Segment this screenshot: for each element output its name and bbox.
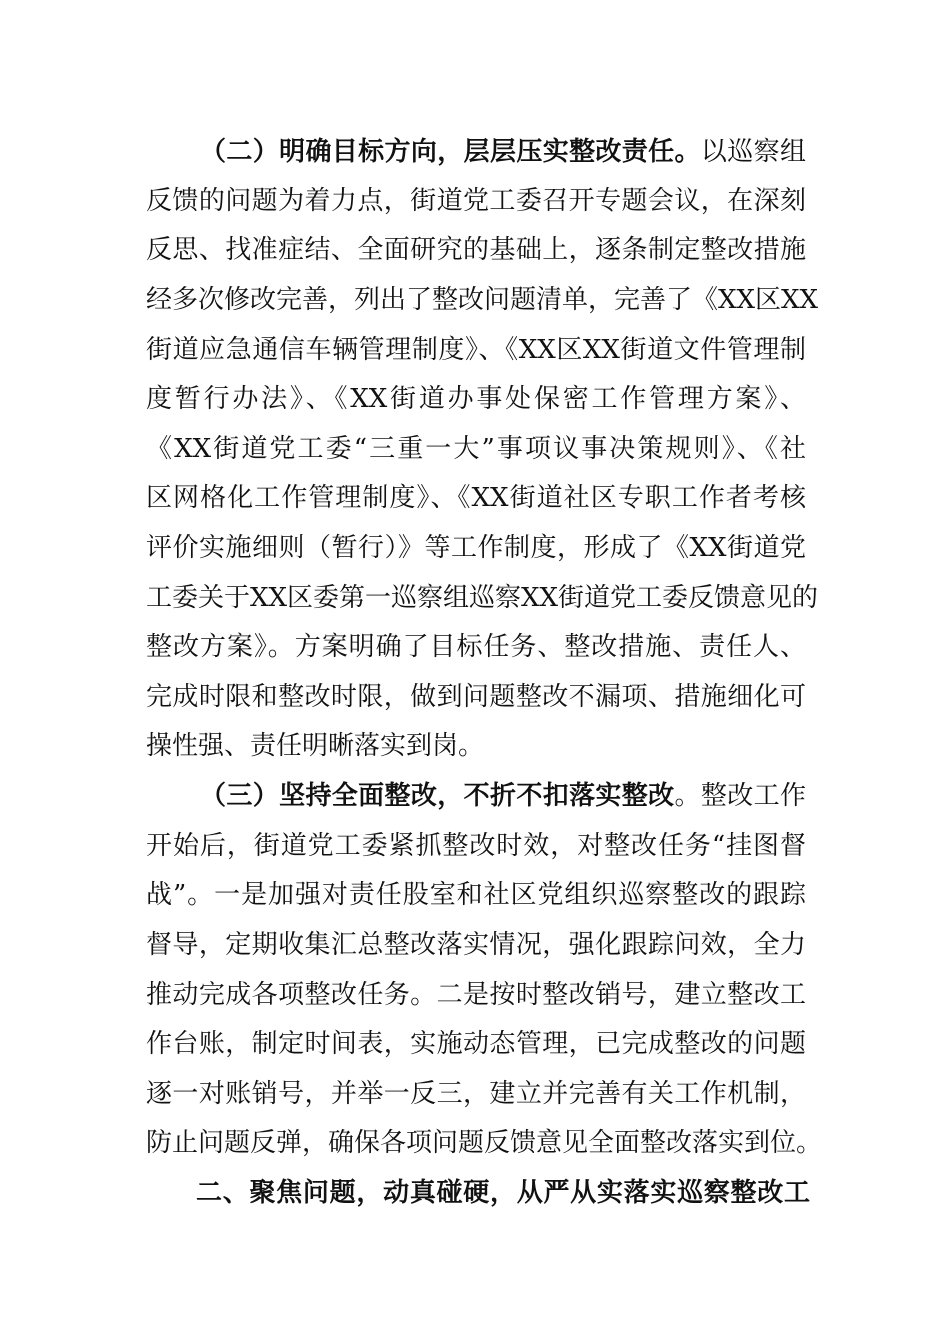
paragraph-3-line-7: 逐一对账销号，并举一反三，建立并完善有关工作机制， — [146, 1079, 806, 1109]
section-2-heading: 二、聚焦问题，动真碰硬，从严从实落实巡察整改工 — [196, 1178, 810, 1208]
paragraph-2-heading: （二）明确目标方向，层层压实整改责任。 — [200, 137, 701, 167]
paragraph-3-line-6: 作台账，制定时间表，实施动态管理，已完成整改的问题 — [146, 1029, 806, 1059]
paragraph-2-line-7: 《XX街道党工委“三重一大”事项议事决策规则》、《社 — [146, 434, 806, 464]
paragraph-2-text: 以巡察组 — [700, 137, 806, 167]
paragraph-3-line-5: 推动完成各项整改任务。二是按时整改销号，建立整改工 — [146, 980, 806, 1010]
paragraph-2-line-13: 操性强、责任明晰落实到岗。 — [146, 731, 485, 761]
paragraph-3-line-4: 督导，定期收集汇总整改落实情况，强化跟踪问效，全力 — [146, 930, 806, 960]
paragraph-3-line-8: 防止问题反弹，确保各项问题反馈意见全面整改落实到位。 — [146, 1128, 823, 1158]
paragraph-3-line-3: 战”。一是加强对责任股室和社区党组织巡察整改的跟踪 — [146, 880, 806, 910]
paragraph-2-line-10: 工委关于XX区委第一巡察组巡察XX街道党工委反馈意见的 — [146, 583, 819, 613]
paragraph-2-line-4: 经多次修改完善，列出了整改问题清单，完善了《XX区XX — [146, 285, 819, 315]
paragraph-2-line-12: 完成时限和整改时限，做到问题整改不漏项、措施细化可 — [146, 682, 806, 712]
paragraph-2-line-3: 反思、找准症结、全面研究的基础上，逐条制定整改措施 — [146, 235, 806, 265]
paragraph-3-heading: （三）坚持全面整改，不折不扣落实整改 — [200, 781, 675, 811]
paragraph-3-text: 。整改工作 — [674, 781, 806, 811]
paragraph-2-line-9: 评价实施细则（暂行）》等工作制度，形成了《XX街道党 — [146, 533, 806, 563]
paragraph-2-line-1 — [200, 132, 806, 172]
paragraph-2-line-2: 反馈的问题为着力点，街道党工委召开专题会议，在深刻 — [146, 186, 806, 216]
paragraph-2-line-8: 区网格化工作管理制度》、《XX街道社区专职工作者考核 — [146, 483, 806, 513]
paragraph-3-line-1 — [200, 776, 806, 816]
paragraph-2-line-6: 度暂行办法》、《XX街道办事处保密工作管理方案》、 — [146, 384, 806, 414]
paragraph-2-line-11: 整改方案》。方案明确了目标任务、整改措施、责任人、 — [146, 632, 806, 662]
paragraph-3-line-2: 开始后，街道党工委紧抓整改时效，对整改任务“挂图督 — [146, 831, 806, 861]
paragraph-2-line-5: 街道应急通信车辆管理制度》、《XX区XX街道文件管理制 — [146, 335, 806, 365]
